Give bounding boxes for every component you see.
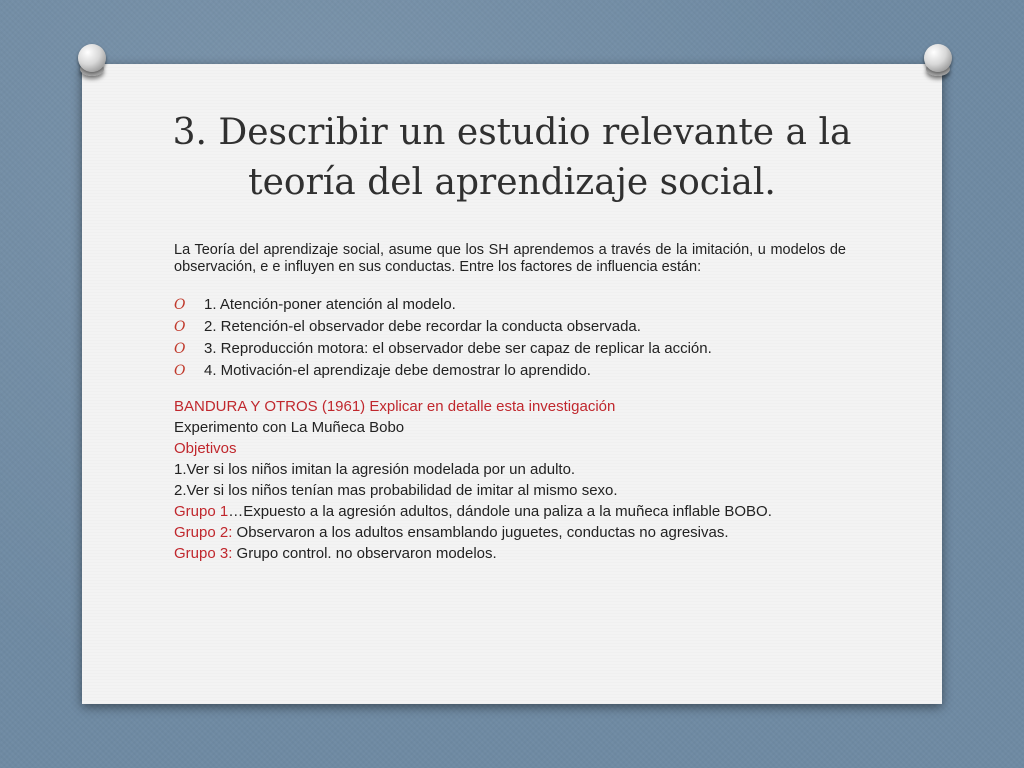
list-item (174, 338, 846, 360)
experiment-name: Experimento con La Muñeca Bobo (174, 419, 405, 436)
list-item-text: 2. Retención-el observador debe recordar la conducta observada. (204, 318, 641, 335)
intro-paragraph: La Teoría del aprendizaje social, asume que los SH aprendemos a través de la imitación, u modelos de observación, e e influyen en sus conductas. Entre los factores de influencia están: (174, 242, 846, 275)
list-item-text: 1. Atención-poner atención al modelo. (204, 296, 456, 313)
bullet-icon: O (174, 319, 186, 335)
slide-body (174, 242, 846, 564)
group-label: Grupo 2 (174, 524, 229, 541)
study-author: BANDURA Y OTROS (1961) (174, 398, 366, 415)
study-heading (174, 396, 846, 417)
group-3 (174, 543, 846, 564)
pushpin-icon (74, 44, 110, 80)
pushpin-icon (920, 44, 956, 80)
objective-2: 2.Ver si los niños tenían mas probabilidad de imitar al mismo sexo. (174, 482, 618, 499)
group-separator: … (228, 503, 244, 520)
group-label: Grupo 3 (174, 545, 229, 562)
group-label: Grupo 1 (174, 503, 229, 520)
group-text: Observaron a los adultos ensamblando juguetes, conductas no agresivas. (236, 524, 729, 541)
list-item (174, 294, 846, 316)
objective-1: 1.Ver si los niños imitan la agresión modelada por un adulto. (174, 461, 576, 478)
bullet-icon: O (174, 297, 186, 313)
factor-list (174, 294, 846, 382)
bullet-icon: O (174, 341, 186, 357)
list-item (174, 316, 846, 338)
slide-title-line-1: 3. Describir un estudio relevante a la (172, 112, 852, 153)
group-text: Expuesto a la agresión adultos, dándole una paliza a la muñeca inflable BOBO. (243, 503, 772, 520)
objectives-label: Objetivos (174, 440, 237, 457)
list-item (174, 360, 846, 382)
slide-title-line-2: teoría del aprendizaje social. (248, 162, 776, 203)
study-instruction: Explicar en detalle esta investigación (369, 398, 616, 415)
group-1 (174, 501, 846, 522)
group-separator: : (228, 524, 237, 541)
group-separator: : (228, 545, 237, 562)
group-text: Grupo control. no observaron modelos. (236, 545, 497, 562)
list-item-text: 4. Motivación-el aprendizaje debe demostrar lo aprendido. (204, 362, 591, 379)
list-item-text: 3. Reproducción motora: el observador debe ser capaz de replicar la acción. (204, 340, 712, 357)
study-section (174, 396, 846, 564)
bullet-icon: O (174, 363, 186, 379)
slide-title (82, 108, 942, 208)
group-2 (174, 522, 846, 543)
